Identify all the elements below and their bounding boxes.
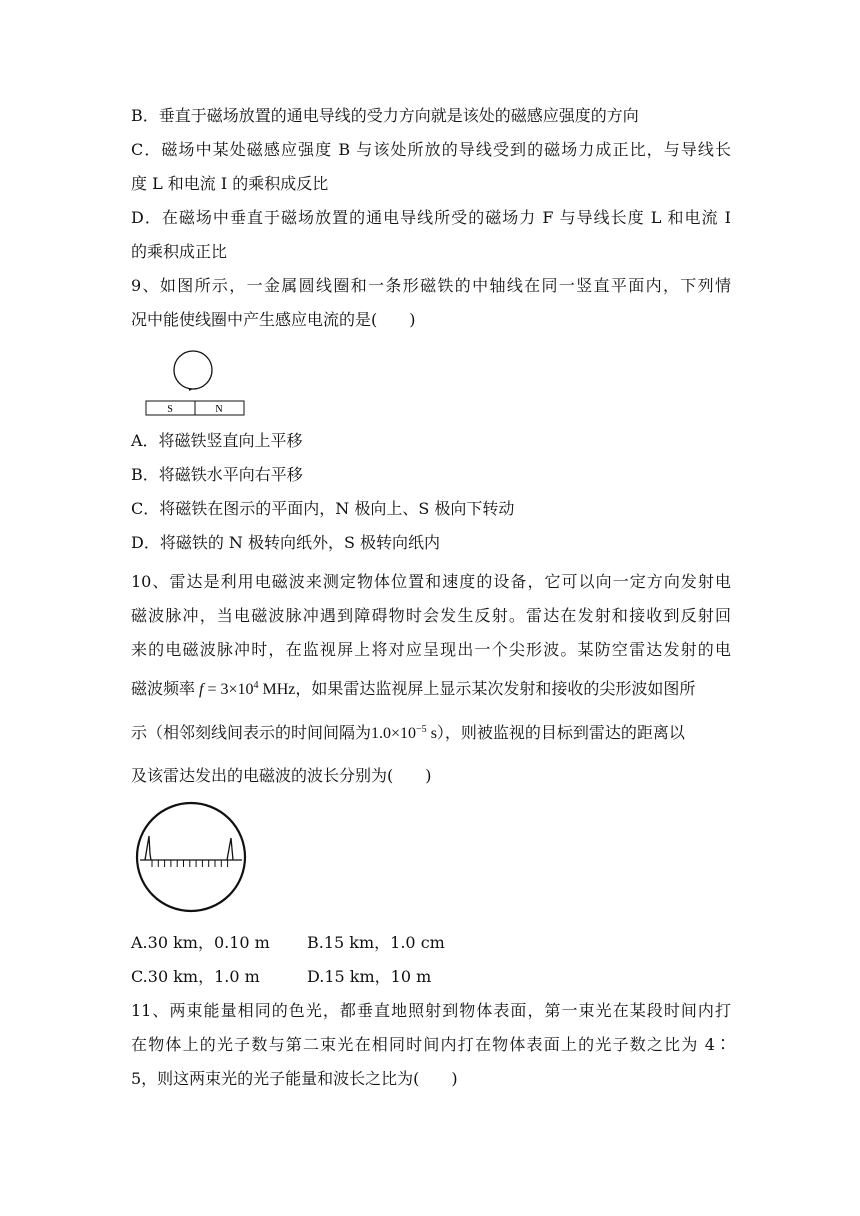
interval-formula: $1.0\times 10^{-5}$ s: [371, 724, 437, 742]
q10-option-c: C.30 km，1.0 m: [131, 967, 260, 986]
q10-option-a: A.30 km，0.10 m: [131, 933, 270, 952]
q11-stem-line3: 5，则这两束光的光子能量和波长之比为( ): [131, 1069, 458, 1088]
q9-stem-line2: 况中能使线圈中产生感应电流的是( ): [131, 310, 416, 329]
magnet-n-pole: N: [215, 404, 223, 415]
metal-coil: [174, 351, 212, 389]
frequency-formula: $f = 3\times 10^4$ MHz: [199, 680, 296, 698]
q10-stem-line5-start: 示（相邻刻线间表示的时间间隔为: [131, 723, 372, 742]
q9-option-d: D．将磁铁的 N 极转向纸外，S 极转向纸内: [131, 533, 441, 552]
q10-stem-line1: 10、雷达是利用电磁波来测定物体位置和速度的设备，它可以向一定方向发射电: [131, 572, 731, 591]
emitted-pulse: [145, 836, 151, 860]
q11-stem-line1: 11、两束能量相同的色光，都垂直地照射到物体表面，第一束光在某段时间内打: [131, 1001, 731, 1020]
q10-stem-line2: 磁波脉冲，当电磁波脉冲遇到障碍物时会发生反射。雷达在发射和接收到反射回: [131, 606, 731, 625]
q10-stem-line4-end: ，如果雷达监视屏上显示某次发射和接收的尖形波如图所: [295, 679, 696, 698]
q10-option-d: D.15 km，10 m: [307, 967, 432, 986]
radar-tick-marks: [152, 860, 228, 867]
coil-magnet-figure: [140, 345, 250, 420]
radar-screen-circle: [137, 803, 245, 911]
magnet-s-pole: S: [167, 404, 173, 415]
q10-stem-line4: [131, 679, 731, 700]
q8-option-d-line1: D．在磁场中垂直于磁场放置的通电导线所受的磁场力 F 与导线长度 L 和电流 I: [131, 208, 731, 227]
radar-screen-figure: [133, 800, 249, 916]
q10-stem-line3: 来的电磁波脉冲时，在监视屏上将对应呈现出一个尖形波。某防空雷达发射的电: [131, 640, 731, 659]
q8-option-b: B．垂直于磁场放置的通电导线的受力方向就是该处的磁感应强度的方向: [131, 106, 639, 125]
q9-option-a: A．将磁铁竖直向上平移: [131, 431, 303, 450]
q10-stem-line5-end: ），则被监视的目标到雷达的距离以: [436, 723, 685, 742]
q10-stem-line4-start: 磁波频率: [131, 679, 196, 698]
q8-option-d-line2: 的乘积成正比: [131, 242, 228, 261]
q8-option-c-line2: 度 L 和电流 I 的乘积成反比: [131, 174, 329, 193]
q8-option-c-line1: C．磁场中某处磁感应强度 B 与该处所放的导线受到的磁场力成正比，与导线长: [131, 140, 731, 159]
q9-stem-line1: 9、如图所示，一金属圆线圈和一条形磁铁的中轴线在同一竖直平面内，下列情: [131, 276, 731, 295]
q10-option-b: B.15 km，1.0 cm: [307, 933, 445, 952]
q10-stem-line6: 及该雷达发出的电磁波的波长分别为( ): [131, 766, 432, 785]
q10-stem-line5: [131, 723, 731, 744]
received-pulse: [227, 838, 233, 860]
q11-stem-line2: 在物体上的光子数与第二束光在相同时间内打在物体表面上的光子数之比为 4∶: [131, 1035, 731, 1054]
q9-option-c: C．将磁铁在图示的平面内，N 极向上、S 极向下转动: [131, 499, 515, 518]
q9-option-b: B．将磁铁水平向右平移: [131, 465, 303, 484]
